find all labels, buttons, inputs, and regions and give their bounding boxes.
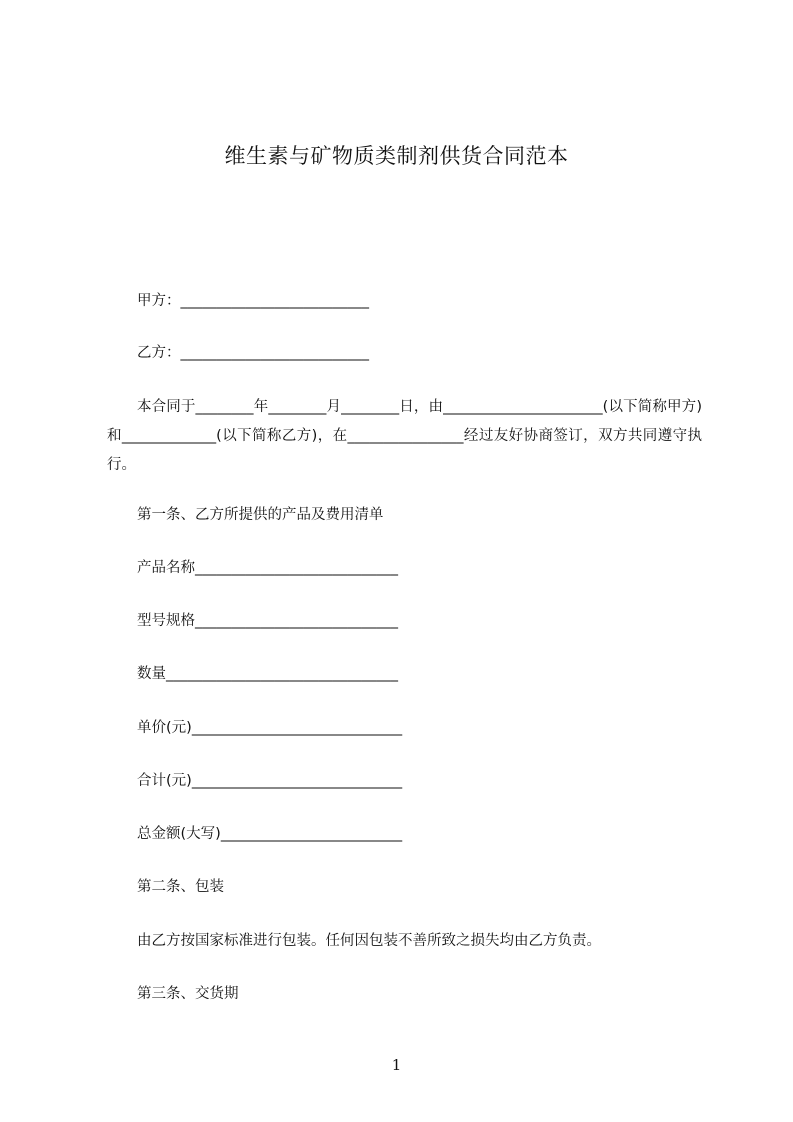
unit-price-field: 单价(元)_____________________________ [137, 720, 403, 736]
party-a-field: 甲方：__________________________ [137, 293, 369, 309]
total-field: 合计(元)_____________________________ [137, 773, 403, 789]
document-title: 维生素与矿物质类制剂供货合同范本 [224, 144, 569, 168]
article-2-heading: 第二条、包装 [137, 879, 224, 895]
article-2-body: 由乙方按国家标准进行包装。任何因包装不善所致之损失均由乙方负责。 [137, 933, 601, 949]
article-3-heading: 第三条、交货期 [137, 986, 239, 1002]
party-b-field: 乙方：__________________________ [137, 345, 369, 361]
total-amount-capital-field: 总金额(大写)_________________________ [137, 826, 403, 842]
quantity-field: 数量________________________________ [137, 666, 398, 682]
page-number: 1 [391, 1056, 402, 1074]
article-1-heading: 第一条、乙方所提供的产品及费用清单 [137, 507, 384, 523]
model-spec-field: 型号规格____________________________ [137, 613, 398, 629]
product-name-field: 产品名称____________________________ [137, 560, 398, 576]
intro-paragraph: 本合同于________年________月________日，由______________________(以下简称甲方)和_____________(以下简称乙方)，在________________经过友好协商签订，双方共同遵守执行。 [107, 399, 702, 473]
